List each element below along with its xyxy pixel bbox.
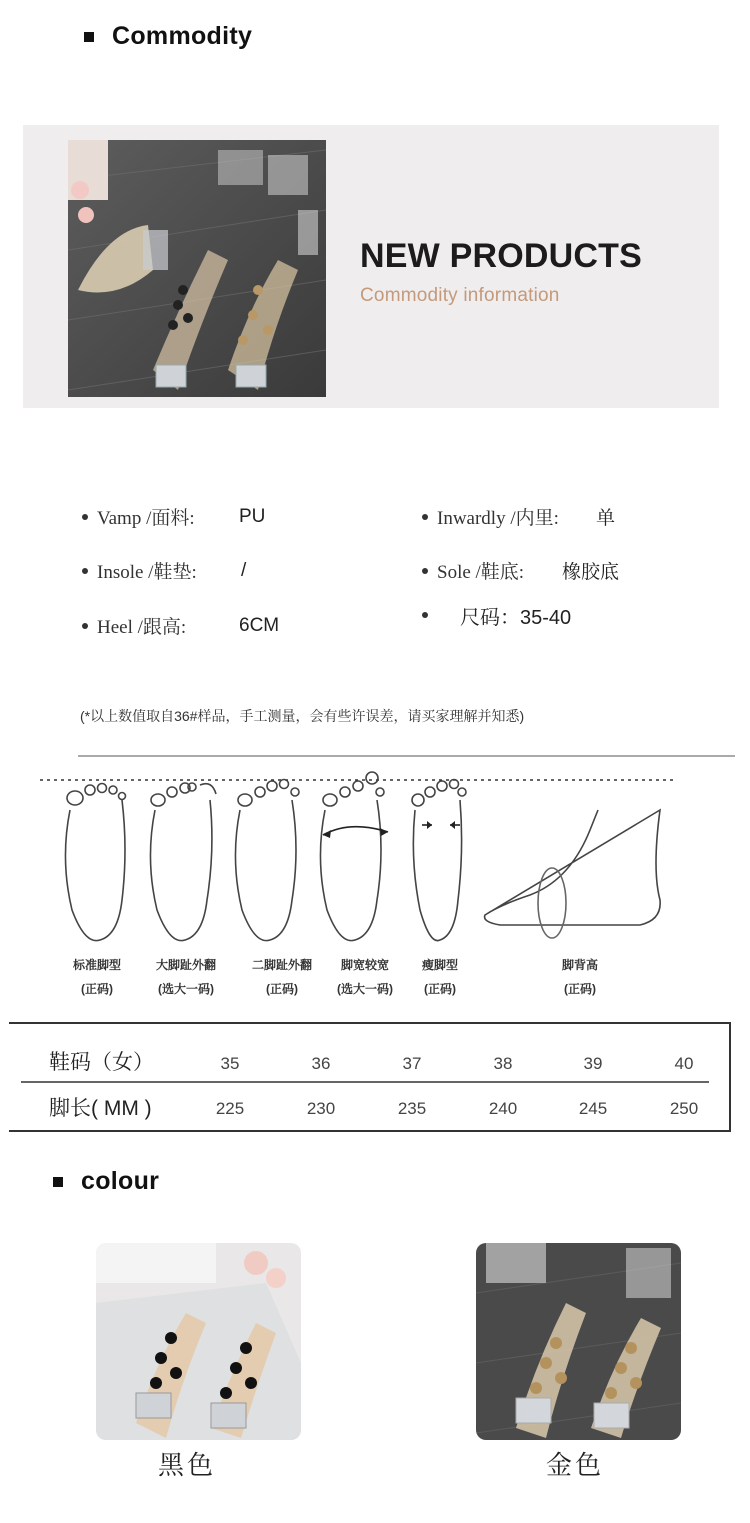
spec-insole [82,557,247,584]
bullet-dot-icon [82,623,88,629]
section-header-colour [53,1167,159,1196]
foot-type-high-instep: 脚背高 (正码) [561,958,598,996]
foot-length-label: 脚长( MM ) [49,1097,152,1120]
sandals-photo [68,140,326,397]
banner-subtitle: Commodity information [360,285,560,306]
measurement-note: (*以上数值取自36#样品，手工测量，会有些许误差，请买家理解并知悉) [80,708,525,724]
size-cell: 40 [674,1054,694,1073]
colour-photo-black[interactable] [96,1243,301,1440]
bullet-dot-icon [82,514,88,520]
spec-label: Sole /鞋底: [437,562,525,583]
table-divider [21,1081,709,1083]
bullet-dot-icon [82,568,88,574]
spec-value: PU [239,505,266,527]
length-cell: 245 [578,1099,608,1118]
length-cell: 225 [215,1099,245,1118]
bullet-dot-icon [422,568,428,574]
section-title: Commodity [112,22,253,50]
spec-vamp [82,503,266,530]
spec-value: 单 [596,508,616,529]
foot-type-second-toe: 二脚趾外翻 (正码) [251,958,312,996]
spec-value: / [241,559,247,581]
bullet-square-icon [84,32,94,42]
spec-inwardly [422,503,616,530]
length-cell: 240 [488,1099,518,1118]
size-table [9,1022,731,1132]
colour-name-black: 黑色 [158,1450,217,1480]
colour-name-gold: 金色 [546,1450,605,1480]
bullet-square-icon [53,1177,63,1187]
spec-label: Heel /跟高: [97,617,187,638]
length-cell: 235 [397,1099,427,1118]
size-cell: 38 [493,1054,513,1073]
foot-type-slim: 瘦脚型 (正码) [421,958,458,996]
foot-type-bunion: 大脚趾外翻 (选大一码) [155,958,216,996]
banner-title: NEW PRODUCTS [360,237,642,275]
spec-label: Inwardly /内里: [437,508,559,529]
foot-type-standard: 标准脚型 (正码) [72,958,121,996]
colour-photo-gold[interactable] [476,1243,681,1440]
spec-sole [422,557,620,584]
spec-size-range [422,606,572,629]
shoe-size-label: 鞋码（女） [49,1051,154,1074]
size-cell: 37 [402,1054,422,1073]
length-cell: 250 [669,1099,699,1118]
section-header-commodity [84,22,252,51]
spec-label: Insole /鞋垫: [97,562,197,583]
spec-heel [82,612,280,639]
size-cell: 36 [311,1054,331,1073]
length-cell: 230 [306,1099,336,1118]
new-products-banner [23,125,719,408]
bullet-dot-icon [422,514,428,520]
section-title: colour [81,1167,160,1195]
bullet-dot-icon [422,612,428,618]
size-cell: 35 [220,1054,240,1073]
spec-value: 6CM [239,614,280,636]
foot-type-wide: 脚宽较宽 (选大一码) [337,958,393,996]
size-cell: 39 [583,1054,603,1073]
spec-label: Vamp /面料: [97,508,195,529]
divider [78,755,735,757]
spec-value: 橡胶底 [562,562,620,583]
foot-type-illustration [30,770,720,950]
spec-value: 尺码：35-40 [460,606,572,629]
